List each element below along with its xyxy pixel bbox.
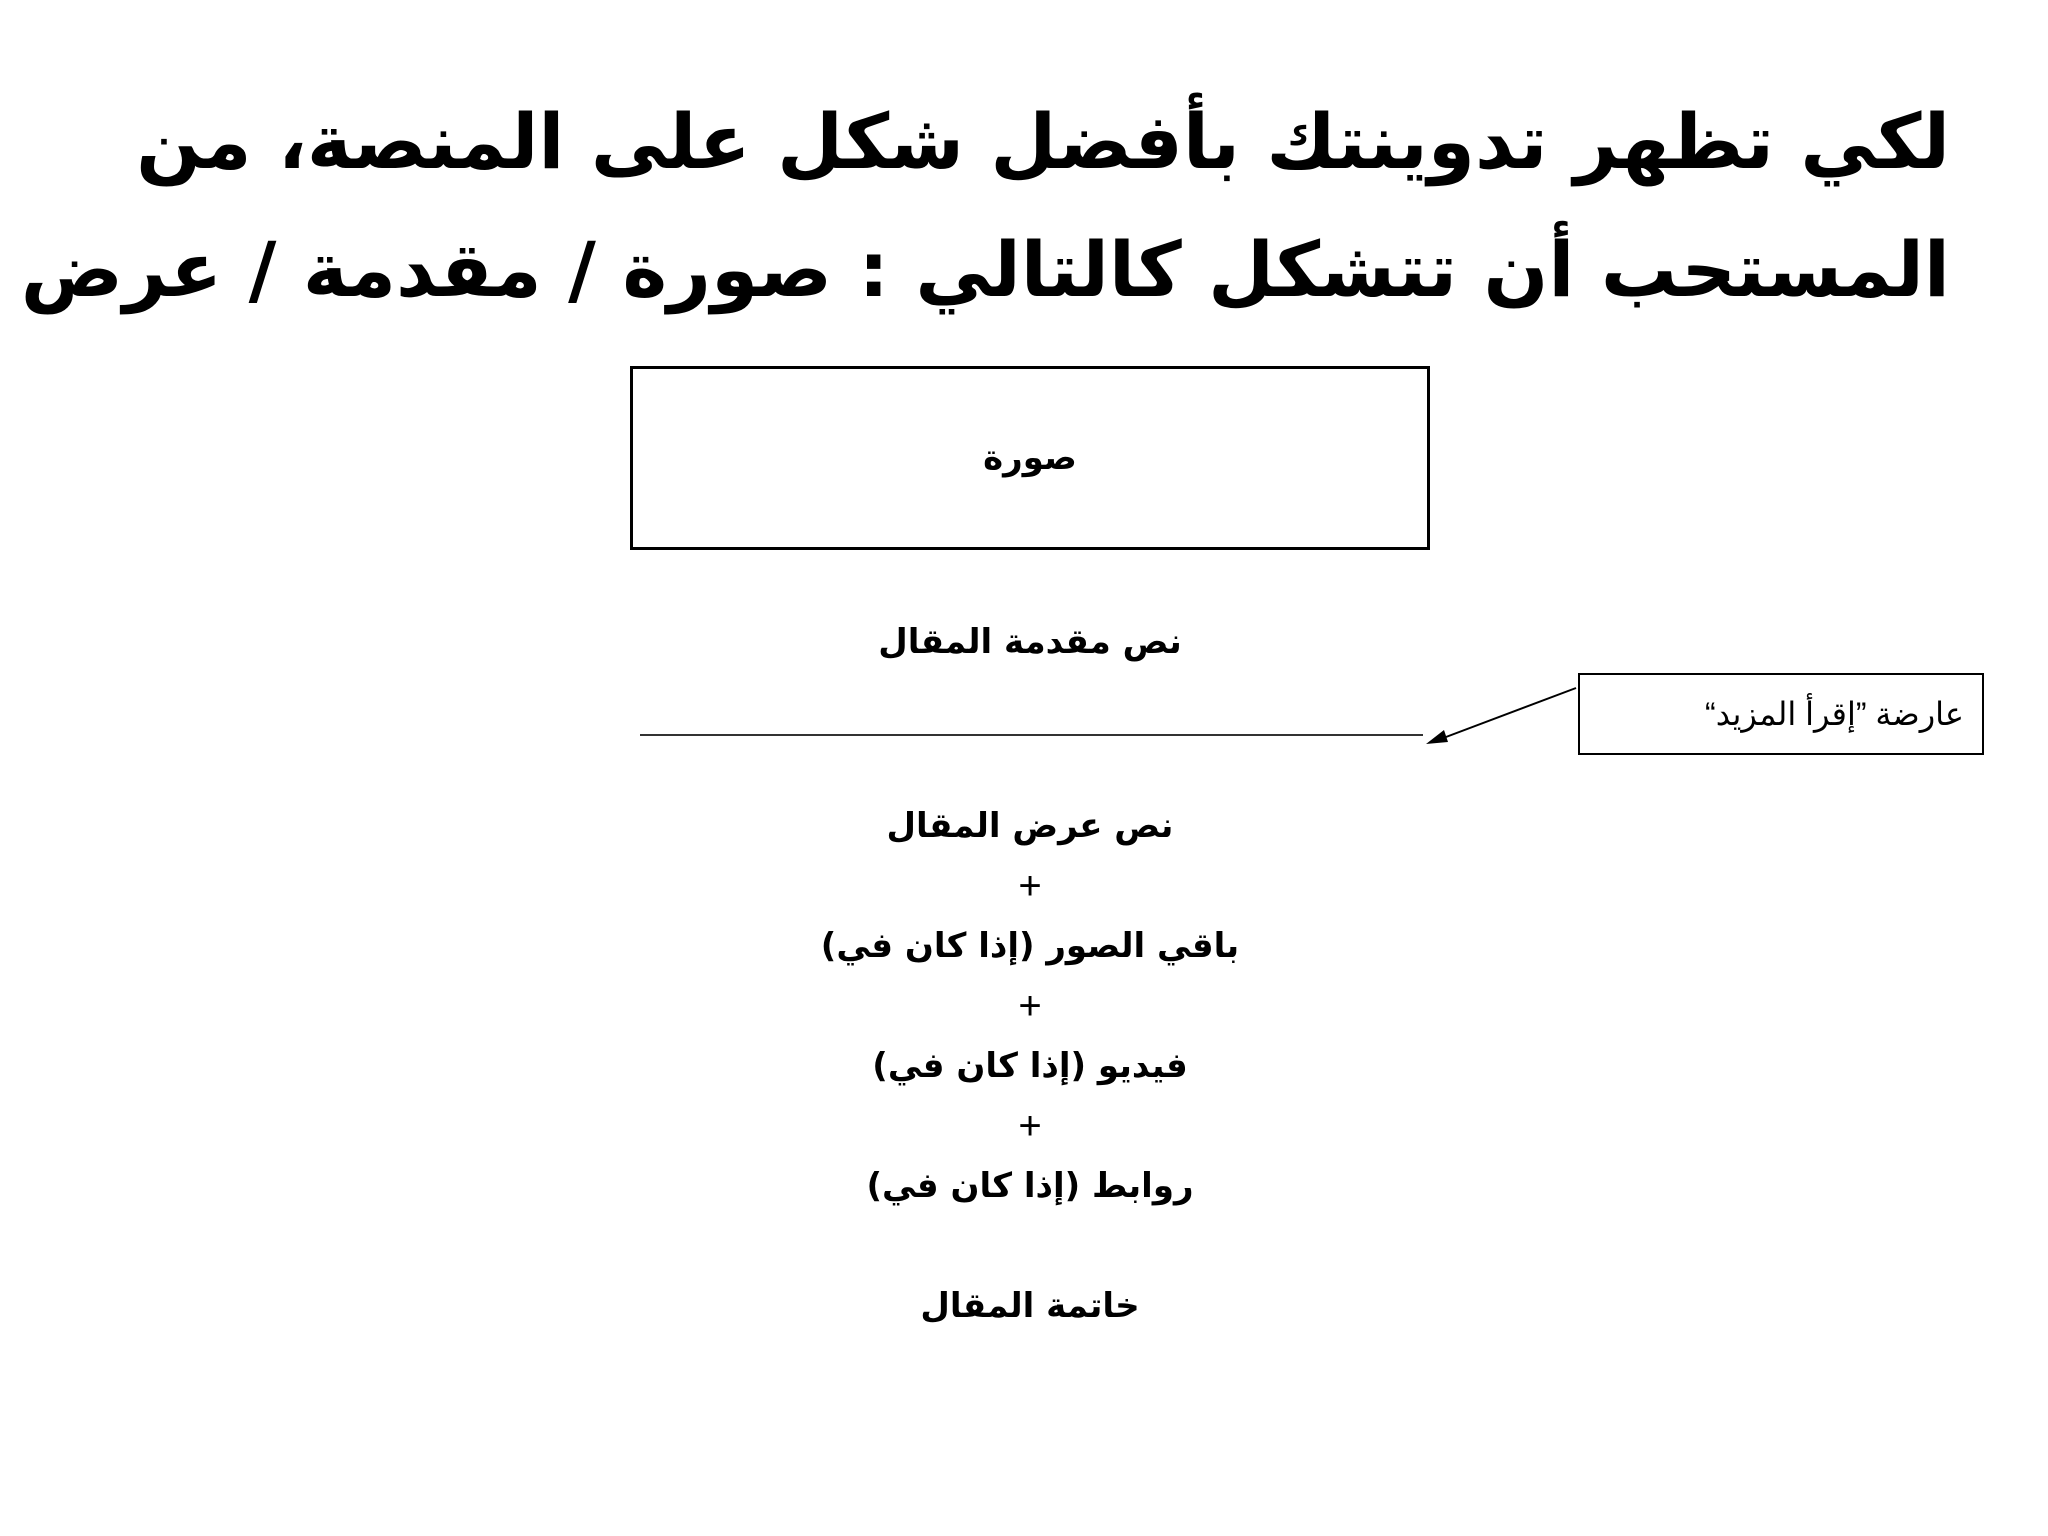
callout-arrow-icon	[1420, 680, 1580, 750]
body-text-label: نص عرض المقال	[886, 806, 1174, 846]
callout-label: عارضة ”إقرأ المزيد“	[1705, 696, 1964, 732]
title-line-1: لكي تظهر تدوينتك بأفضل شكل على المنصة، من	[136, 97, 1950, 186]
title-line-2: المستحب أن تتشكل كالتالي : صورة / مقدمة / عرض	[20, 225, 1950, 314]
links-label: روابط (إذا كان في)	[866, 1166, 1194, 1206]
read-more-divider	[640, 734, 1423, 736]
plus-sign-1: +	[1018, 864, 1042, 908]
image-box-label: صورة	[983, 438, 1077, 478]
video-label: فيديو (إذا كان في)	[872, 1046, 1188, 1086]
remaining-images-label: باقي الصور (إذا كان في)	[820, 926, 1240, 966]
intro-text-label: نص مقدمة المقال	[878, 622, 1182, 662]
slide-title	[20, 78, 1950, 334]
plus-sign-2: +	[1018, 984, 1042, 1028]
read-more-callout	[1578, 673, 1984, 755]
plus-sign-3: +	[1018, 1104, 1042, 1148]
image-placeholder-box	[630, 366, 1430, 550]
conclusion-label: خاتمة المقال	[920, 1286, 1140, 1326]
